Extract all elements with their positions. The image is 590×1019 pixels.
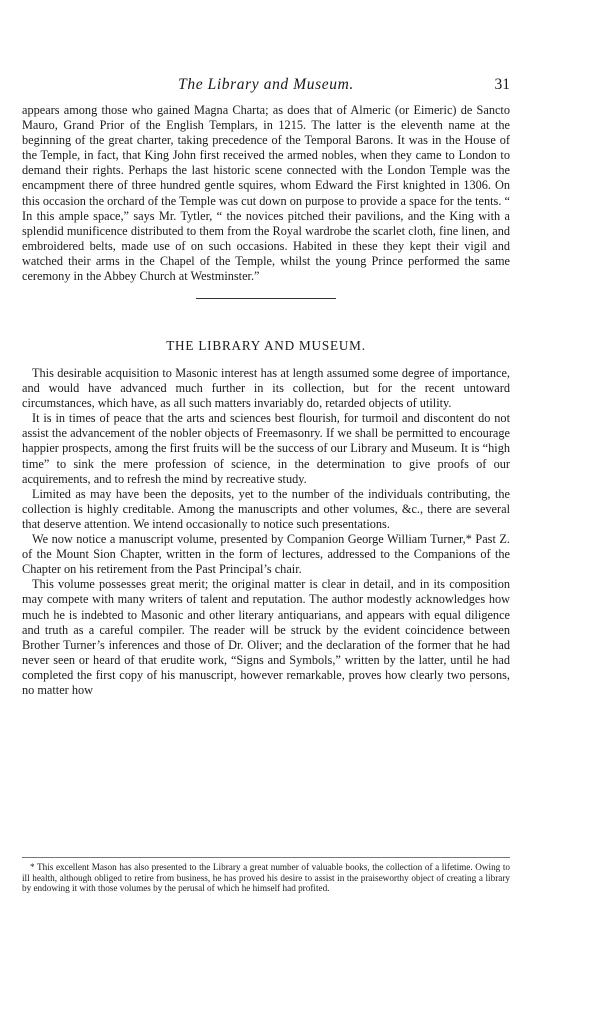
section-divider — [196, 298, 336, 299]
section-text — [22, 366, 510, 698]
page-number: 31 — [494, 76, 510, 93]
paragraph: This desirable acquisition to Masonic interest has at length assumed some degree of importance, and would have advanced much further in its collection, but for the recent untoward circumstances, which have, as all such matters invariably do, retarded objects of utility. — [22, 366, 510, 411]
running-title: The Library and Museum. — [178, 76, 354, 93]
footnote-divider — [22, 857, 510, 858]
running-head — [22, 76, 510, 98]
footnote: * This excellent Mason has also presented to the Library a great number of valuable books, the collection of a lifetime. Owing to ill health, although obliged to retire from business, he has proved his desire to assist in the praiseworthy object of creating a library by endowing it with those volumes by the perusal of which he himself had profited. — [22, 862, 510, 894]
paragraph: Limited as may have been the deposits, yet to the number of the individuals contributing, the collection is highly creditable. Among the manuscripts and other volumes, &c., there are several that deserve attention. We intend occasionally to notice such presentations. — [22, 486, 510, 531]
paragraph: It is in times of peace that the arts and sciences best flourish, for turmoil and discontent do not assist the advancement of the nobler objects of Freemasonry. If we shall be permitted to encourage happier prospects, among the first fruits will be the success of our Library and Museum. It is “high time” to sink the mere profession of science, in the determination to give proofs of our acquirements, and to refresh the mind by recreative study. — [22, 411, 510, 486]
paragraph: We now notice a manuscript volume, presented by Companion George William Turner,* Past Z. of the Mount Sion Chapter, written in the form of lectures, addressed to the Companions of the Chapter on his retirement from the Past Principal’s chair. — [22, 532, 510, 577]
opening-text — [22, 103, 510, 284]
paragraph: This volume possesses great merit; the original matter is clear in detail, and in its composition may compete with many writers of talent and reputation. The author modestly acknowledges how much he is indebted to Masonic and other literary antiquarians, and appears with equal diligence and truth as a careful compiler. The reader will be struck by the evident coincidence between Brother Turner’s inferences and those of Dr. Oliver; and the declaration of the former that he had never seen or heard of that erudite work, “Signs and Symbols,” written by the latter, until he had completed the first copy of his manuscript, however remarkable, proves how clearly two persons, no matter how — [22, 577, 510, 697]
paragraph: appears among those who gained Magna Charta; as does that of Almeric (or Eimeric) de Sancto Mauro, Grand Prior of the English Templars, in 1215. The latter is the eleventh name at the beginning of the great charter, taking precedence of the Temporal Barons. It was in the House of the Temple, in fact, that King John first received the armed nobles, when they came to London to demand their rights. Perhaps the last historic scene connected with the London Temple was the encampment there of three hundred gentle squires, whom Edward the First knighted in 1306. On this occasion the orchard of the Temple was cut down on purpose to provide a space for the tents. “ In this ample space,” says Mr. Tytler, “ the novices pitched their pavilions, and the King with a splendid munificence distributed to them from the Royal wardrobe the scarlet cloth, fine linen, and embroidered belts, made use of on such occasions. Habited in these they kept their vigil and watched their arms in the Chapel of the Temple, whilst the young Prince performed the same ceremony in the Abbey Church at Westminster.” — [22, 103, 510, 284]
section-heading: THE LIBRARY AND MUSEUM. — [166, 338, 366, 353]
